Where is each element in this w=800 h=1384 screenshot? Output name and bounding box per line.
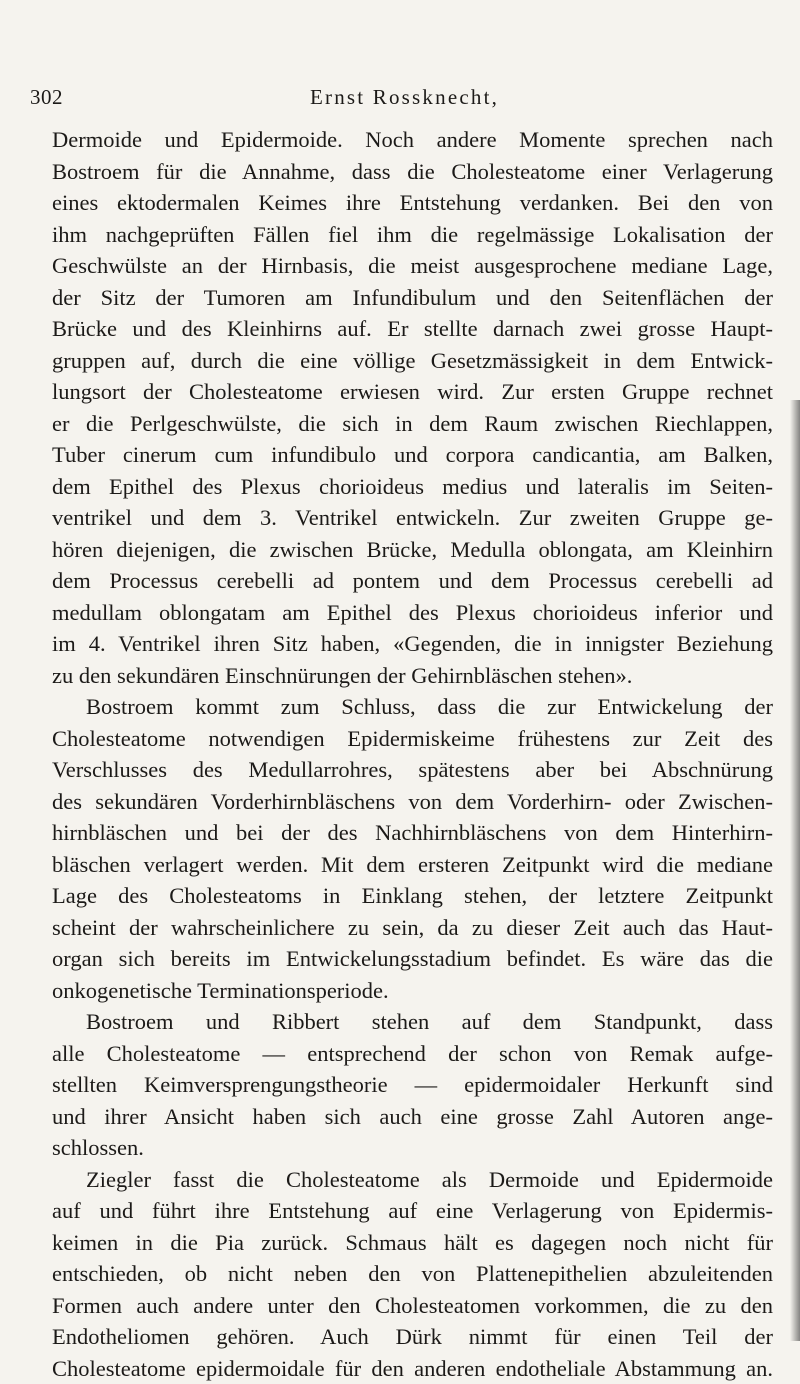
text-line: Bostroem für die Annahme, dass die Cholesteatome einer Verlagerung	[52, 156, 773, 188]
text-line: alle Cholesteatome — entsprechend der schon von Remak aufge-	[52, 1038, 773, 1070]
text-line: gruppen auf, durch die eine völlige Gesetzmässigkeit in dem Entwick-	[52, 345, 773, 377]
text-line: Formen auch andere unter den Cholesteatomen vorkommen, die zu den	[52, 1290, 773, 1322]
text-line: Tuber cinerum cum infundibulo und corpora candicantia, am Balken,	[52, 439, 773, 471]
page-number: 302	[30, 85, 63, 110]
text-line: Endotheliomen gehören. Auch Dürk nimmt für einen Teil der	[52, 1321, 773, 1353]
text-line: entschieden, ob nicht neben den von Plattenepithelien abzuleitenden	[52, 1258, 773, 1290]
text-line: Brücke und des Kleinhirns auf. Er stellte darnach zwei grosse Haupt-	[52, 313, 773, 345]
text-line: eines ektodermalen Keimes ihre Entstehung verdanken. Bei den von	[52, 187, 773, 219]
text-line: zu den sekundären Einschnürungen der Gehirnbläschen stehen».	[52, 660, 773, 692]
text-line: Lage des Cholesteatoms in Einklang stehen, der letztere Zeitpunkt	[52, 880, 773, 912]
text-line: Dermoide und Epidermoide. Noch andere Momente sprechen nach	[52, 124, 773, 156]
text-line: im 4. Ventrikel ihren Sitz haben, «Gegenden, die in innigster Beziehung	[52, 628, 773, 660]
text-line: Ziegler fasst die Cholesteatome als Dermoide und Epidermoide	[52, 1164, 773, 1196]
text-line: stellten Keimversprengungstheorie — epidermoidaler Herkunft sind	[52, 1069, 773, 1101]
text-line: Verschlusses des Medullarrohres, spätestens aber bei Abschnürung	[52, 754, 773, 786]
text-line: auf und führt ihre Entstehung auf eine Verlagerung von Epidermis-	[52, 1195, 773, 1227]
text-line: scheint der wahrscheinlichere zu sein, da zu dieser Zeit auch das Haut-	[52, 912, 773, 944]
page-edge-shadow	[790, 400, 800, 1341]
page-header	[30, 85, 730, 115]
text-line: Cholesteatome epidermoidale für den anderen endotheliale Abstammung an.	[52, 1353, 773, 1384]
text-line: Cholesteatome notwendigen Epidermiskeime frühestens zur Zeit des	[52, 723, 773, 755]
body-text	[52, 124, 773, 1384]
text-line: bläschen verlagert werden. Mit dem ersteren Zeitpunkt wird die mediane	[52, 849, 773, 881]
text-line: medullam oblongatam am Epithel des Plexus chorioideus inferior und	[52, 597, 773, 629]
text-line: hirnbläschen und bei der des Nachhirnbläschens von dem Hinterhirn-	[52, 817, 773, 849]
text-line: lungsort der Cholesteatome erwiesen wird. Zur ersten Gruppe rechnet	[52, 376, 773, 408]
text-line: organ sich bereits im Entwickelungsstadium befindet. Es wäre das die	[52, 943, 773, 975]
text-line: des sekundären Vorderhirnbläschens von dem Vorderhirn- oder Zwischen-	[52, 786, 773, 818]
text-line: dem Processus cerebelli ad pontem und dem Processus cerebelli ad	[52, 565, 773, 597]
text-line: schlossen.	[52, 1132, 773, 1164]
running-head: Ernst Rossknecht,	[310, 85, 499, 110]
text-line: Geschwülste an der Hirnbasis, die meist ausgesprochene mediane Lage,	[52, 250, 773, 282]
text-line: Bostroem kommt zum Schluss, dass die zur Entwickelung der	[52, 691, 773, 723]
text-line: dem Epithel des Plexus chorioideus medius und lateralis im Seiten-	[52, 471, 773, 503]
text-line: und ihrer Ansicht haben sich auch eine grosse Zahl Autoren ange-	[52, 1101, 773, 1133]
text-line: keimen in die Pia zurück. Schmaus hält es dagegen noch nicht für	[52, 1227, 773, 1259]
text-line: onkogenetische Terminationsperiode.	[52, 975, 773, 1007]
text-line: er die Perlgeschwülste, die sich in dem Raum zwischen Riechlappen,	[52, 408, 773, 440]
text-line: ihm nachgeprüften Fällen fiel ihm die regelmässige Lokalisation der	[52, 219, 773, 251]
text-line: hören diejenigen, die zwischen Brücke, Medulla oblongata, am Kleinhirn	[52, 534, 773, 566]
text-line: Bostroem und Ribbert stehen auf dem Standpunkt, dass	[52, 1006, 773, 1038]
text-line: der Sitz der Tumoren am Infundibulum und den Seitenflächen der	[52, 282, 773, 314]
text-line: ventrikel und dem 3. Ventrikel entwickeln. Zur zweiten Gruppe ge-	[52, 502, 773, 534]
